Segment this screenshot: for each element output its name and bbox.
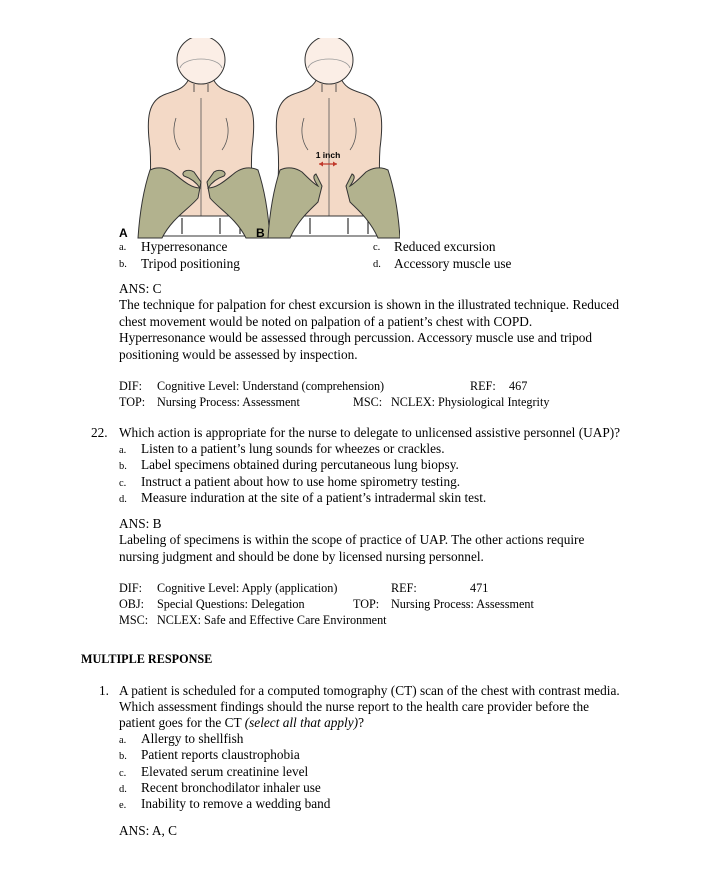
figure-b-torso bbox=[268, 38, 400, 238]
option-text: Listen to a patient’s lung sounds for wheezes or crackles. bbox=[141, 441, 445, 456]
option-text: Label specimens obtained during percutaneous lung biopsy. bbox=[141, 457, 459, 472]
option-text: Patient reports claustrophobia bbox=[141, 747, 300, 762]
section-heading: MULTIPLE RESPONSE bbox=[81, 652, 213, 666]
msc-label: MSC: bbox=[119, 613, 149, 627]
dif-label: DIF: bbox=[119, 379, 143, 393]
stem-text: patient goes for the CT bbox=[119, 715, 245, 730]
q21-answer: ANS: C bbox=[119, 281, 162, 296]
option-letter: e. bbox=[119, 800, 127, 811]
option-text: Allergy to shellfish bbox=[141, 731, 244, 746]
mr1-number: 1. bbox=[99, 683, 109, 698]
msc-value: NCLEX: Safe and Effective Care Environment bbox=[157, 613, 387, 627]
top-value: Nursing Process: Assessment bbox=[157, 395, 300, 409]
option-letter: c. bbox=[373, 242, 381, 253]
option-letter: d. bbox=[119, 494, 127, 505]
option-text: Recent bronchodilator inhaler use bbox=[141, 780, 321, 795]
rationale-line: positioning would be assessed by inspection. bbox=[119, 347, 358, 362]
obj-label: OBJ: bbox=[119, 597, 145, 611]
option-text: Measure induration at the site of a patient’s intradermal skin test. bbox=[141, 490, 487, 505]
option-text: Instruct a patient about how to use home spirometry testing. bbox=[141, 474, 461, 489]
top-label: TOP: bbox=[119, 395, 146, 409]
stem-line: Which assessment findings should the nurse report to the health care provider before the bbox=[119, 699, 590, 714]
option-letter: d. bbox=[119, 784, 127, 795]
dif-value: Cognitive Level: Understand (comprehension) bbox=[157, 379, 385, 393]
figure-label-b: B bbox=[256, 226, 265, 240]
option-letter: a. bbox=[119, 242, 127, 253]
msc-value: NCLEX: Physiological Integrity bbox=[391, 395, 550, 409]
option-letter: b. bbox=[119, 751, 127, 762]
top-value: Nursing Process: Assessment bbox=[391, 597, 534, 611]
rationale-line: The technique for palpation for chest excursion is shown in the illustrated technique. Reduced bbox=[119, 297, 619, 312]
option-letter: a. bbox=[119, 445, 127, 456]
rationale-line: Hyperresonance would be assessed through percussion. Accessory muscle use and tripod bbox=[119, 330, 593, 345]
stem-line: A patient is scheduled for a computed tomography (CT) scan of the chest with contrast media. bbox=[119, 683, 620, 698]
obj-value: Special Questions: Delegation bbox=[157, 597, 305, 611]
option-letter: c. bbox=[119, 478, 127, 489]
stem-instruction: (select all that apply) bbox=[244, 715, 359, 730]
rationale-line: nursing judgment and should be done by licensed nursing personnel. bbox=[119, 549, 484, 564]
ref-label: REF: bbox=[470, 379, 496, 393]
option-text: Inability to remove a wedding band bbox=[141, 796, 331, 811]
top-label: TOP: bbox=[353, 597, 380, 611]
option-letter: a. bbox=[119, 735, 127, 746]
option-letter: b. bbox=[119, 461, 127, 472]
msc-label: MSC: bbox=[353, 395, 383, 409]
q22-stem: Which action is appropriate for the nurse to delegate to unlicensed assistive personnel (UAP)? bbox=[119, 425, 621, 440]
option-text: Tripod positioning bbox=[141, 256, 240, 271]
ref-value: 467 bbox=[509, 379, 528, 393]
q22-number: 22. bbox=[91, 425, 108, 440]
rationale-line: Labeling of specimens is within the scope of practice of UAP. The other actions require bbox=[119, 532, 585, 547]
option-text: Accessory muscle use bbox=[394, 256, 512, 271]
mr1-answer: ANS: A, C bbox=[119, 823, 178, 838]
dif-value: Cognitive Level: Apply (application) bbox=[157, 581, 338, 595]
ref-label: REF: bbox=[391, 581, 417, 595]
option-text: Hyperresonance bbox=[141, 239, 228, 254]
ref-value: 471 bbox=[470, 581, 489, 595]
figure-label-a: A bbox=[119, 226, 128, 240]
measure-label: 1 inch bbox=[315, 150, 341, 160]
q22-answer: ANS: B bbox=[119, 516, 162, 531]
option-letter: b. bbox=[119, 259, 127, 270]
option-text: Reduced excursion bbox=[394, 239, 496, 254]
option-text: Elevated serum creatinine level bbox=[141, 764, 309, 779]
rationale-line: chest movement would be noted on palpation of a patient’s chest with COPD. bbox=[119, 314, 533, 329]
chest-excursion-figure bbox=[110, 38, 400, 243]
option-letter: c. bbox=[119, 768, 127, 779]
option-letter: d. bbox=[373, 259, 381, 270]
dif-label: DIF: bbox=[119, 581, 143, 595]
figure-a-torso bbox=[138, 38, 270, 238]
stem-end: ? bbox=[358, 715, 364, 730]
stem-line-last bbox=[119, 715, 364, 732]
